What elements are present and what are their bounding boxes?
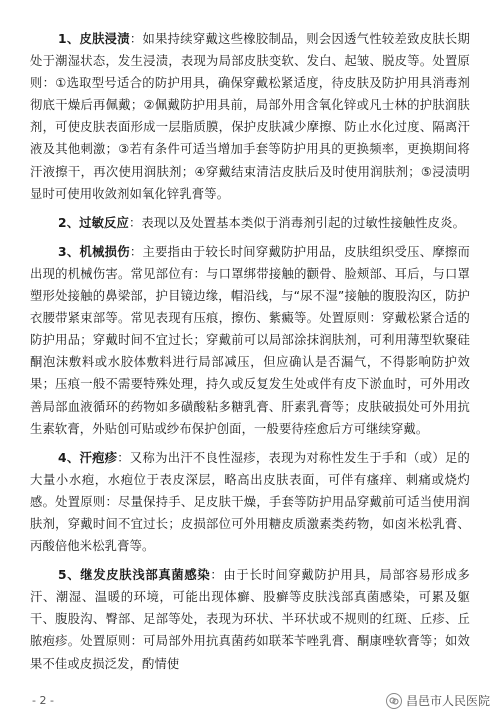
- watermark-text: 昌邑市人民医院: [405, 694, 490, 708]
- paragraph-skin-maceration: [30, 28, 470, 205]
- paragraph-body: ：主要指由于较长时间穿戴防护用品，皮肤组织受压、摩擦而出现的机械伤害。常见部位有：与口罩绑带接触的颧骨、脸颊部、耳后，与口罩塑形处接触的鼻梁部，护目镜边缘，帽沿线，与“尿不湿”接触的腹股沟区，防护衣腰带紧束部等。常见表现有压痕，擦伤、紫癜等。处置原则：穿戴松紧合适的防护用品；穿戴时间不宜过长；穿戴前可以局部涂抹润肤剂，可利用薄型软聚硅酮泡沫敷料或水胶体敷料进行局部减压，但应确认是否漏气，不得影响防护效果；压痕一般不需要特殊处理，持久或反复发生处或伴有皮下淤血时，可外用改善局部血液循环的药物如多磺酸粘多糖乳膏、肝素乳膏等；皮肤破损处可外用抗生素软膏，外贴创可贴或纱布保护创面，一般要待痊愈后方可继续穿戴。: [30, 244, 470, 436]
- paragraph-dyshidrosis: [30, 447, 470, 557]
- paragraph-heading: 3、机械损伤: [58, 244, 130, 259]
- page-number: - 2 -: [32, 694, 54, 707]
- paragraph-body: ：又称为出汗不良性湿疹，表现为对称性发生于手和（或）足的大量小水疱，水疱位于表皮深层，略高出皮肤表面，可伴有瘙痒、刺痛或烧灼感。处置原则：尽量保持手、足皮肤干燥，手套等防护用品穿戴前可适当使用润肤剂，穿戴时间不宜过长；皮损部位可外用糖皮质激素类药物，如卤米松乳膏、丙酸倍他米松乳膏等。: [30, 450, 471, 554]
- wechat-account-icon: [386, 693, 402, 709]
- paragraph-fungal-infection: [30, 564, 470, 674]
- paragraph-heading: 5、继发皮肤浅部真菌感染: [58, 568, 211, 583]
- paragraph-allergy: [30, 212, 470, 234]
- watermark: [386, 692, 490, 709]
- paragraph-heading: 2、过敏反应: [58, 215, 129, 230]
- paragraph-heading: 1、皮肤浸渍: [58, 32, 130, 46]
- paragraph-heading: 4、汗疱疹: [58, 450, 118, 465]
- paragraph-mechanical-injury: [30, 241, 470, 440]
- paragraph-body: ：由于长时间穿戴防护用具，局部容易形成多汗、潮湿、温暖的环境，可能出现体癣、股癣等皮肤浅部真菌感染，可累及躯干、腹股沟、臀部、足部等处，表现为环状、半环状或不规则的红斑、丘疹、丘脓疱疹。处置原则：可局部外用抗真菌药如联苯苄唑乳膏、酮康唑软膏等；如效果不佳或皮损泛发，酌情使: [30, 568, 470, 671]
- paragraph-body: ：如果持续穿戴这些橡胶制品，则会因透气性较差致皮肤长期处于潮湿状态，发生浸渍，表现为局部皮肤变软、发白、起皱、脱皮等。处置原则：①选取型号适合的防护用具，确保穿戴松紧适度，待皮肤及防护用具消毒剂彻底干燥后再佩戴；②佩戴防护用具前，局部外用含氧化锌或凡士林的护肤润肤剂，可使皮肤表面形成一层脂质膜，保护皮肤减少摩擦、防止水化过度、隔离汗液及其他刺激；③若有条件可适当增加手套等防护用具的更换频率，更换期间将汗液擦干，再次使用润肤剂；④穿戴结束清洁皮肤后及时使用润肤剂；⑤浸渍明显时可使用收敛剂如氧化锌乳膏等。: [30, 32, 470, 201]
- paragraph-body: ：表现以及处置基本类似于消毒剂引起的过敏性接触性皮炎。: [128, 215, 466, 230]
